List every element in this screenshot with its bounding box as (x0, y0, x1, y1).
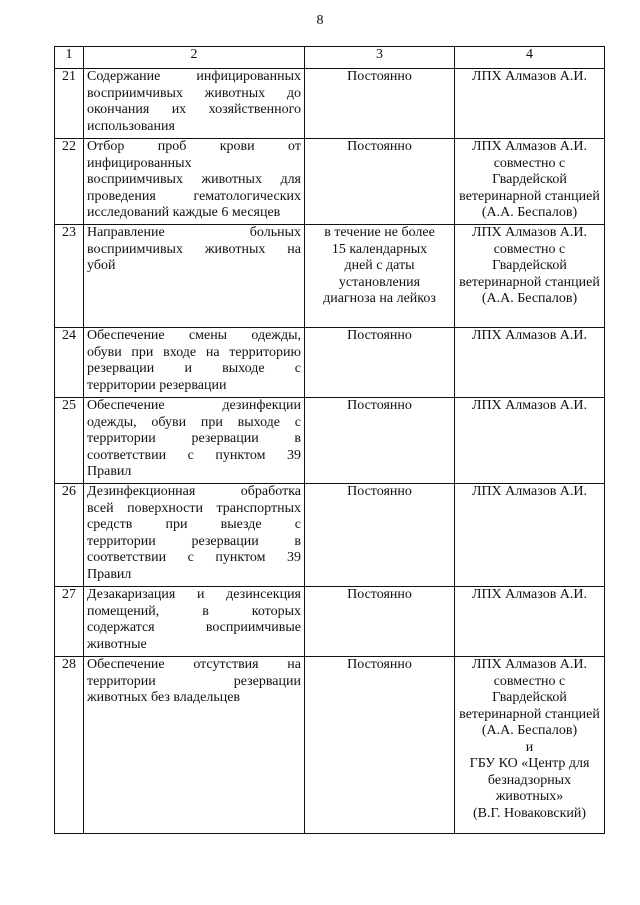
measure-line: животных без владельцев (87, 690, 241, 705)
measure-line: животные (87, 636, 147, 652)
measure-cell (84, 657, 305, 834)
term-cell (305, 657, 455, 834)
table-row (55, 657, 605, 834)
responsible-line: животных» (495, 789, 564, 804)
term-line: Постоянно (347, 587, 412, 602)
measures-table (54, 46, 605, 834)
responsible-line: совместно с (493, 155, 566, 171)
measure-line: Обеспечение отсутствия на (87, 657, 301, 672)
term-cell (305, 587, 455, 657)
header-col-1: 1 (55, 47, 84, 69)
measure-line: территории резервации в (87, 431, 301, 446)
row-number: 26 (55, 484, 84, 587)
responsible-line: совместно с (493, 673, 566, 689)
measure-line: Правил (87, 464, 132, 479)
responsible-line: Гвардейской (492, 172, 567, 187)
page-number: 8 (316, 13, 324, 28)
measure-line: Направление больных (87, 225, 301, 240)
measure-line: территории резервации (87, 377, 227, 393)
measure-line: территории резервации в (87, 533, 301, 549)
responsible-line: ветеринарной станцией (459, 274, 600, 290)
row-number: 21 (55, 69, 84, 139)
measure-line: Дезакаризация и дезинсекция (87, 587, 301, 602)
term-line: установления (338, 274, 421, 290)
responsible-line: безнадзорных (487, 772, 572, 788)
term-line: диагноза на лейкоз (323, 291, 436, 306)
row-number: 28 (55, 657, 84, 834)
responsible-line: ЛПХ Алмазов А.И. (471, 328, 588, 343)
measure-line: Обеспечение смены одежды, (87, 328, 301, 343)
measure-cell (84, 398, 305, 484)
row-number: 24 (55, 328, 84, 398)
responsible-line: ветеринарной станцией (459, 188, 600, 204)
responsible-line: ЛПХ Алмазов А.И. (471, 657, 588, 672)
table-row (55, 587, 605, 657)
term-line: Постоянно (347, 484, 412, 499)
responsible-line: (В.Г. Новаковский) (472, 805, 587, 821)
term-line: Постоянно (347, 328, 412, 343)
table-row (55, 328, 605, 398)
term-cell (305, 225, 455, 328)
table-row (55, 484, 605, 587)
responsible-cell (455, 225, 605, 328)
measure-line: средств при выезде с (87, 517, 301, 532)
table-row (55, 398, 605, 484)
term-line: Постоянно (347, 139, 412, 154)
term-cell (305, 398, 455, 484)
measure-line: одежды, обуви при выходе с (87, 414, 301, 430)
measure-line: Дезинфекционная обработка (87, 484, 301, 499)
measure-line: убой (87, 258, 116, 273)
responsible-line: ЛПХ Алмазов А.И. (471, 225, 588, 240)
responsible-line: (А.А. Беспалов) (481, 205, 578, 220)
measure-line: соответствии с пунктом 39 (87, 447, 301, 463)
measure-line: Содержание инфицированных (87, 69, 301, 84)
responsible-line: ЛПХ Алмазов А.И. (471, 139, 588, 154)
measure-cell (84, 69, 305, 139)
measure-line: использования (87, 118, 175, 134)
responsible-line: и (525, 739, 534, 755)
table-row (55, 139, 605, 225)
measure-line: территории резервации (87, 673, 301, 689)
term-line: Постоянно (347, 398, 412, 413)
responsible-cell (455, 398, 605, 484)
term-cell (305, 69, 455, 139)
term-cell (305, 139, 455, 225)
responsible-line: (А.А. Беспалов) (481, 291, 578, 306)
measure-line: окончания их хозяйственного (87, 102, 301, 117)
measure-line: исследований каждые 6 месяцев (87, 205, 281, 220)
measure-line: восприимчивых животных на (87, 241, 301, 257)
measure-line: резервации и выходе с (87, 361, 301, 376)
measure-line: обуви при входе на территорию (87, 344, 301, 360)
term-line: 15 календарных (331, 241, 428, 257)
responsible-line: ЛПХ Алмазов А.И. (471, 587, 588, 602)
measure-line: Отбор проб крови от (87, 139, 301, 154)
responsible-line: ЛПХ Алмазов А.И. (471, 69, 588, 84)
measure-line: проведения гематологических (87, 188, 301, 204)
table-header-row (55, 47, 605, 69)
responsible-cell (455, 657, 605, 834)
responsible-line: Гвардейской (492, 690, 567, 705)
term-line: в течение не более (324, 225, 435, 240)
responsible-cell (455, 328, 605, 398)
responsible-cell (455, 69, 605, 139)
measure-cell (84, 587, 305, 657)
header-col-2: 2 (84, 47, 305, 69)
responsible-cell (455, 484, 605, 587)
term-cell (305, 328, 455, 398)
table-row (55, 69, 605, 139)
measure-line: помещений, в которых (87, 603, 301, 619)
measure-line: содержатся восприимчивые (87, 620, 301, 635)
measure-line: соответствии с пунктом 39 (87, 550, 301, 565)
responsible-cell (455, 139, 605, 225)
responsible-line: Гвардейской (492, 258, 567, 273)
measure-cell (84, 484, 305, 587)
row-number: 27 (55, 587, 84, 657)
measure-cell (84, 139, 305, 225)
measure-cell (84, 225, 305, 328)
measure-line: Правил (87, 566, 132, 582)
responsible-line: ЛПХ Алмазов А.И. (471, 398, 588, 413)
header-col-3: 3 (305, 47, 455, 69)
measure-line: инфицированных (87, 155, 192, 171)
responsible-cell (455, 587, 605, 657)
term-cell (305, 484, 455, 587)
responsible-line: совместно с (493, 241, 566, 257)
measure-line: Обеспечение дезинфекции (87, 398, 301, 413)
header-col-4: 4 (455, 47, 605, 69)
measure-line: восприимчивых животных для (87, 172, 301, 187)
row-number: 23 (55, 225, 84, 328)
measure-line: восприимчивых животных до (87, 85, 301, 101)
responsible-line: ЛПХ Алмазов А.И. (471, 484, 588, 499)
term-line: Постоянно (347, 657, 412, 672)
row-number: 22 (55, 139, 84, 225)
responsible-line: (А.А. Беспалов) (481, 723, 578, 738)
responsible-line: ветеринарной станцией (459, 706, 600, 722)
row-number: 25 (55, 398, 84, 484)
responsible-line: ГБУ КО «Центр для (469, 756, 590, 771)
term-line: дней с даты (344, 258, 415, 273)
term-line: Постоянно (347, 69, 412, 84)
table-row (55, 225, 605, 328)
measure-line: всей поверхности транспортных (87, 500, 301, 516)
measure-cell (84, 328, 305, 398)
